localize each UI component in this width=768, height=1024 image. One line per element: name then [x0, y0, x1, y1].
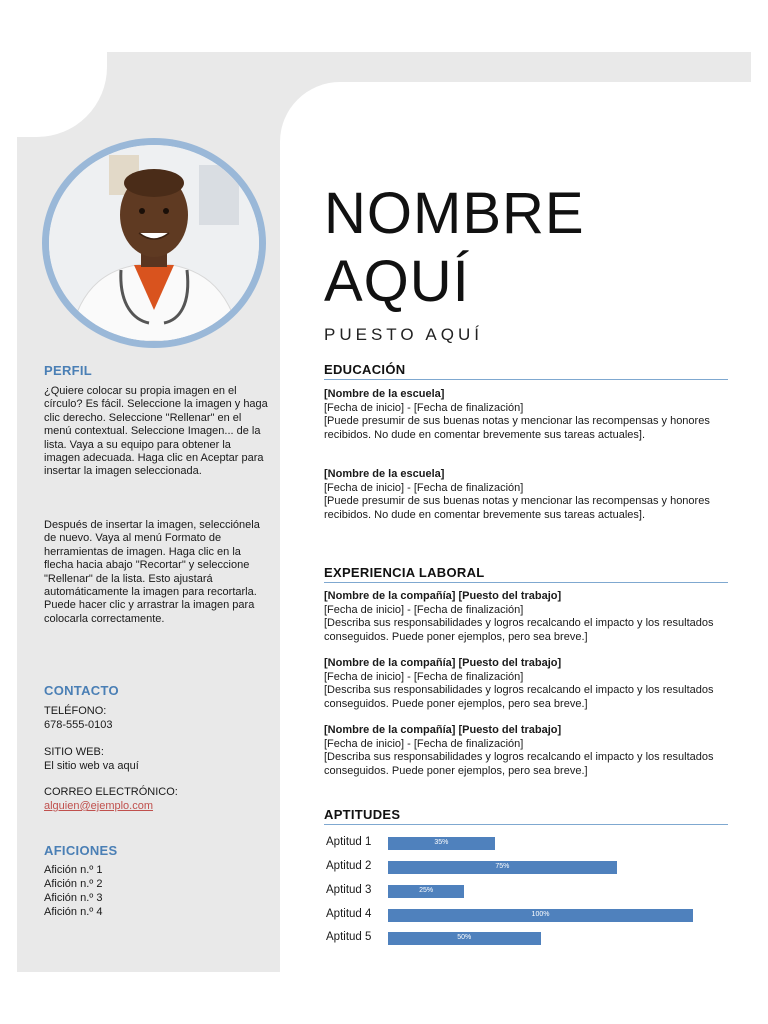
contact-heading: CONTACTO: [44, 683, 119, 698]
education-entry: [324, 468, 728, 522]
skill-value-label: 75%: [495, 863, 510, 870]
skills-heading: APTITUDES: [324, 807, 728, 825]
skill-row: [326, 908, 706, 922]
education-dates: [Fecha de inicio] - [Fecha de finalización]: [324, 401, 524, 414]
profile-photo[interactable]: [49, 145, 259, 341]
profile-paragraph-1: ¿Quiere colocar su propia imagen en el círculo? Es fácil. Seleccione la imagen y haga clic derecho. Seleccione "Rellenar" en el menú contextual. Seleccione Imagen... de la lista. Vaya a su equipo para obtener la imagen adecuada. Haga clic en Aceptar para insertar la imagen seleccionada.: [44, 385, 268, 478]
skill-label: Aptitud 3: [326, 884, 372, 896]
skill-row: [326, 931, 706, 945]
skill-label: Aptitud 1: [326, 836, 372, 848]
email-link[interactable]: alguien@ejemplo.com: [44, 800, 154, 812]
experience-description: [Describa sus responsabilidades y logros recalcando el impacto y los resultados conseguidos. Puede poner ejemplos, pero sea breve.]: [324, 684, 714, 710]
skill-row: [326, 836, 706, 850]
skill-value-label: 35%: [434, 839, 449, 846]
experience-entry: [324, 657, 728, 711]
skill-bar: [388, 909, 693, 922]
web-label: SITIO WEB:: [44, 746, 104, 758]
skill-bar: [388, 861, 617, 874]
email-label: CORREO ELECTRÓNICO:: [44, 786, 178, 798]
experience-description: [Describa sus responsabilidades y logros recalcando el impacto y los resultados conseguidos. Puede poner ejemplos, pero sea breve.]: [324, 751, 714, 777]
skill-value-label: 100%: [531, 911, 550, 918]
hobby-item: Afición n.º 3: [44, 892, 103, 904]
skill-value-label: 25%: [419, 887, 434, 894]
experience-heading: EXPERIENCIA LABORAL: [324, 565, 728, 583]
skill-bar: [388, 837, 495, 850]
education-description: [Puede presumir de sus buenas notas y mencionar las recompensas y honores recibidos. No dude en comentar brevemente sus tareas actuales].: [324, 415, 710, 441]
education-entry: [324, 388, 728, 442]
experience-description: [Describa sus responsabilidades y logros recalcando el impacto y los resultados conseguidos. Puede poner ejemplos, pero sea breve.]: [324, 617, 714, 643]
skill-label: Aptitud 2: [326, 860, 372, 872]
skill-value-label: 50%: [457, 934, 472, 941]
hobby-item: Afición n.º 2: [44, 878, 103, 890]
candidate-name: [324, 180, 585, 316]
education-dates: [Fecha de inicio] - [Fecha de finalización]: [324, 481, 524, 494]
profile-heading: PERFIL: [44, 363, 93, 378]
skill-row: [326, 884, 706, 898]
education-heading: EDUCACIÓN: [324, 362, 728, 380]
hobbies-heading: AFICIONES: [44, 843, 118, 858]
experience-dates: [Fecha de inicio] - [Fecha de finalización]: [324, 737, 524, 750]
web-value: El sitio web va aquí: [44, 760, 139, 772]
skill-bar: [388, 885, 464, 898]
hobby-item: Afición n.º 1: [44, 864, 103, 876]
job-company-title: [Nombre de la compañía] [Puesto del trabajo]: [324, 657, 562, 669]
skill-label: Aptitud 4: [326, 908, 372, 920]
skill-row: [326, 860, 706, 874]
job-company-title: [Nombre de la compañía] [Puesto del trabajo]: [324, 590, 562, 602]
skill-bar: [388, 932, 541, 945]
experience-entry: [324, 590, 728, 644]
name-line-2: AQUÍ: [324, 249, 470, 314]
doctor-portrait-icon: [49, 145, 259, 341]
skill-label: Aptitud 5: [326, 931, 372, 943]
job-title: PUESTO AQUÍ: [324, 325, 483, 344]
hobby-item: Afición n.º 4: [44, 906, 103, 918]
experience-dates: [Fecha de inicio] - [Fecha de finalización]: [324, 603, 524, 616]
education-description: [Puede presumir de sus buenas notas y mencionar las recompensas y honores recibidos. No dude en comentar brevemente sus tareas actuales].: [324, 495, 710, 521]
school-name: [Nombre de la escuela]: [324, 468, 445, 480]
phone-value: 678-555-0103: [44, 719, 113, 731]
phone-label: TELÉFONO:: [44, 705, 107, 717]
experience-entry: [324, 724, 728, 778]
name-line-1: NOMBRE: [324, 181, 585, 246]
job-company-title: [Nombre de la compañía] [Puesto del trabajo]: [324, 724, 562, 736]
profile-paragraph-2: Después de insertar la imagen, selecciónela de nuevo. Vaya al menú Formato de herramientas de imagen. Haga clic en la flecha hacia abajo "Recortar" y seleccione "Rellenar" de la lista. Esto ajustará automáticamente la imagen para recortarla. Puede hacer clic y arrastrar la imagen para colocarla correctamente.: [44, 519, 260, 625]
school-name: [Nombre de la escuela]: [324, 388, 445, 400]
experience-dates: [Fecha de inicio] - [Fecha de finalización]: [324, 670, 524, 683]
